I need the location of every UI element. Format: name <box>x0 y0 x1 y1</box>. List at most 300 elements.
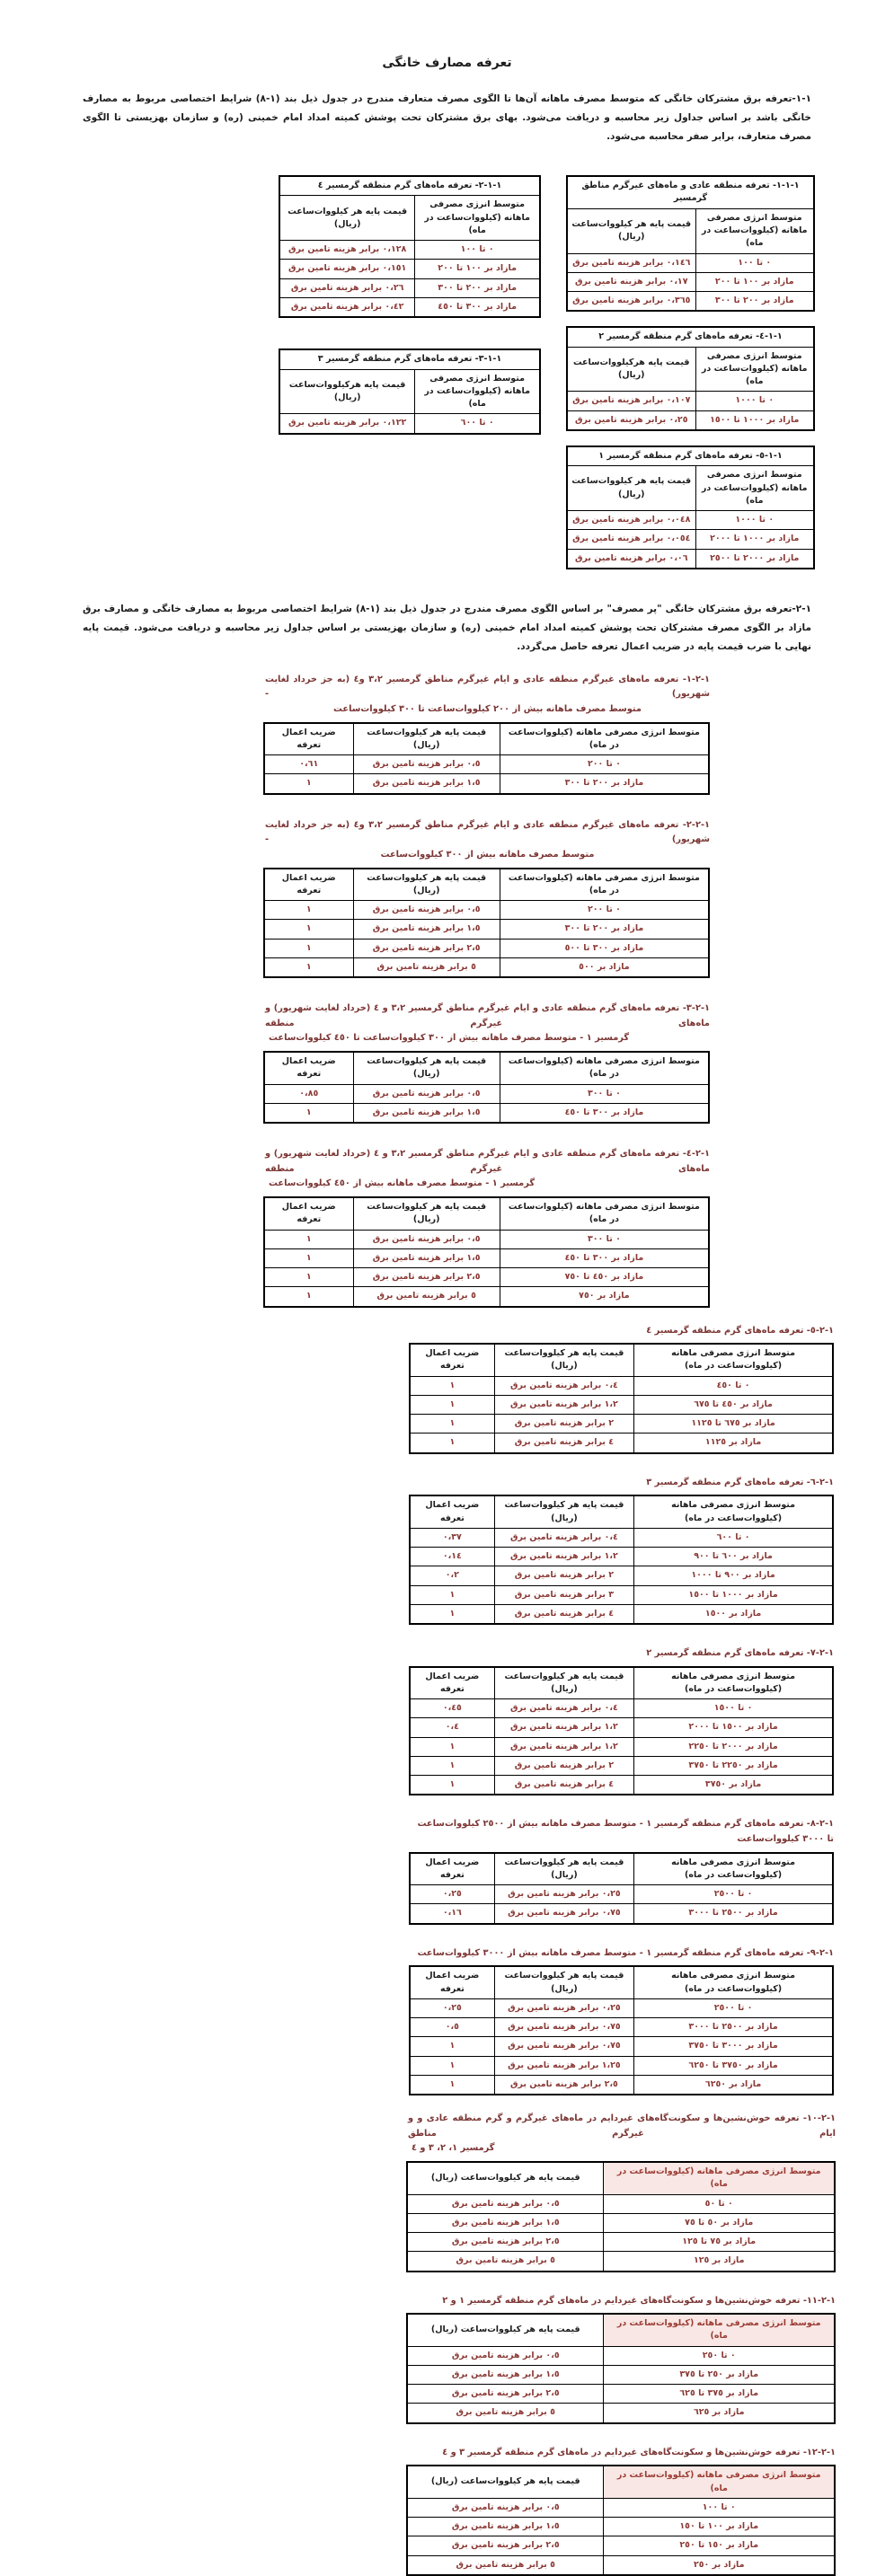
table-cell: ٥ برابر هزینه تامین برق <box>407 2252 604 2272</box>
column-header: قیمت پایه هر کیلووات‌ساعت (ریال) <box>494 1495 633 1528</box>
table-cell: ٠،١٢٨ برابر هزینه تامین برق <box>279 241 415 260</box>
table-cell: ٠،٥ برابر هزینه تامین برق <box>353 1230 500 1248</box>
header-row <box>264 869 709 901</box>
column-header: متوسط انرژی مصرفی ماهانه (کیلووات‌ساعت در ماه) <box>634 1344 833 1376</box>
column-header: ضریب اعمال تعرفه <box>410 1344 494 1376</box>
table-cell: مازاد بر ١٠٠٠ تا ١٥٠٠ <box>634 1585 833 1604</box>
table-row <box>567 530 814 549</box>
table-cell: ٠ تا ١٠٠٠ <box>695 392 814 410</box>
table-cell: مازاد بر ٦٢٥ <box>604 2404 835 2423</box>
table-cell: مازاد بر ٢٥٠ <box>604 2555 835 2575</box>
table-row <box>264 755 709 774</box>
table-row <box>410 1415 833 1434</box>
table-row <box>279 414 540 434</box>
high-consumption-tables-group-b <box>409 1324 834 2096</box>
table-cell: ٢،٥ برابر هزینه تامین برق <box>353 1268 500 1287</box>
column-header: قیمت پایه هر کیلووات‌ساعت (ریال) <box>353 869 500 901</box>
table-1-2-10 <box>406 2112 836 2272</box>
table-row <box>279 278 540 297</box>
table-cell: ٠،٣٦٥ برابر هزینه تامین برق <box>567 292 695 312</box>
table-1-1-2 <box>279 175 541 318</box>
table-cell: ٠،٢٦ برابر هزینه تامین برق <box>279 278 415 297</box>
table-1-2-12 <box>406 2446 836 2576</box>
header-row <box>407 2314 835 2346</box>
high-consumption-tables-group-a <box>263 673 710 1308</box>
column-header: قیمت پایه هر کیلووات‌ساعت (ریال) <box>353 723 500 755</box>
table-cell: مازاد بر ٢٠٠ تا ٣٠٠ <box>500 774 709 794</box>
table-cell: ١ <box>410 1776 494 1795</box>
column-header: قیمت پایه هر کیلووات‌ساعت (ریال) <box>353 1197 500 1230</box>
table-title-row: ١-١-١- تعرفه منطقه عادی و ماه‌های غیرگرم مناطق گرمسیر <box>567 176 814 208</box>
table-cell: ٠ تا ١٥٠٠ <box>634 1699 833 1718</box>
table-cell: ٠،٤ برابر هزینه تامین برق <box>494 1699 633 1718</box>
column-header: قیمت پایه هر کیلووات‌ساعت (ریال) <box>279 196 415 241</box>
table-cell: ٢،٥ برابر هزینه تامین برق <box>407 2536 604 2555</box>
table-cell: ٠،٤٥ <box>410 1699 494 1718</box>
table-cell: ٢،٥ برابر هزینه تامین برق <box>494 2075 633 2095</box>
caption-line: ١-٢-٨- تعرفه ماه‌های گرم منطقه گرمسیر ١ - متوسط مصرف ماهانه بیش از ٢٥٠٠ کیلووات‌ساعت تا ٣٠٠٠ کیلووات‌ساعت <box>417 1819 834 1845</box>
table-cell: مازاد بر ٦٧٥ تا ١١٢٥ <box>634 1415 833 1434</box>
column-header: قیمت پایه هر کیلووات‌ساعت (ریال) <box>407 2314 604 2346</box>
table-cell: ٠،٥ برابر هزینه تامین برق <box>407 2194 604 2213</box>
page-title: تعرفه مصارف خانگی <box>382 56 512 70</box>
table-cell: ٢،٥ برابر هزینه تامین برق <box>353 939 500 957</box>
tariff-table <box>566 175 815 312</box>
table-cell: ١ <box>264 774 353 794</box>
table-row <box>410 1528 833 1547</box>
table-caption <box>406 2112 836 2157</box>
table-cell: ٠،١٢٢ برابر هزینه تامین برق <box>279 414 415 434</box>
table-1-2-4 <box>263 1147 710 1307</box>
column-header: قیمت پایه هر کیلووات‌ساعت (ریال) <box>407 2466 604 2498</box>
table-cell: ١ <box>410 2056 494 2075</box>
tariff-table <box>566 326 815 431</box>
column-header: ضریب اعمال تعرفه <box>410 1495 494 1528</box>
table-row <box>264 774 709 794</box>
column-header: قیمت پایه هر کیلووات‌ساعت (ریال) <box>494 1966 633 1998</box>
table-row <box>567 392 814 410</box>
table-cell: ٠،٢٥ <box>410 1998 494 2017</box>
column-header: متوسط انرژی مصرفی ماهانه (کیلووات‌ساعت در ماه) <box>604 2466 835 2498</box>
tariff-table <box>279 348 541 434</box>
table-cell: مازاد بر ٢٠٠٠ تا ٢٢٥٠ <box>634 1737 833 1756</box>
table-cell: ٠ تا ٢٠٠ <box>500 901 709 920</box>
table-cell: ٤ برابر هزینه تامین برق <box>494 1776 633 1795</box>
column-header: متوسط انرژی مصرفی ماهانه (کیلووات‌ساعت در ماه) <box>634 1966 833 1998</box>
table-row <box>407 2385 835 2404</box>
table-row <box>567 511 814 530</box>
tariff-table <box>263 722 710 795</box>
header-row <box>567 347 814 392</box>
table-caption <box>263 818 710 863</box>
table-cell: ٥ برابر هزینه تامین برق <box>407 2555 604 2575</box>
caption-line: ١-٢-١٠- تعرفه خوش‌نشین‌ها و سکونت‌گاه‌های غیردایم در ماه‌های غیرگرم و گرم منطقه عادی و و ایام غیرگرم مناطق <box>408 2113 836 2139</box>
table-cell: ٠،١٤ <box>410 1548 494 1566</box>
table-row <box>264 1248 709 1267</box>
column-header: متوسط انرژی مصرفی ماهانه (کیلووات‌ساعت در ماه) <box>695 208 814 253</box>
table-cell: ١ <box>264 1103 353 1123</box>
table-cell: مازاد بر ٢٥٠٠ تا ٣٠٠٠ <box>634 2018 833 2037</box>
table-1-2-11 <box>406 2294 836 2424</box>
table-cell: ٠ تا ٢٥٠٠ <box>634 1998 833 2017</box>
table-cell: ٠ تا ٥٠ <box>604 2194 835 2213</box>
table-cell: ٠،٥ برابر هزینه تامین برق <box>407 2346 604 2365</box>
caption-line: ١-٢-٤- تعرفه ماه‌های گرم منطقه عادی و ایام غیرگرم مناطق گرمسیر ٣،٢ و ٤ (خرداد لغایت شهریور) و ماه‌های غیرگرم منطقه <box>265 1149 710 1174</box>
table-1-2-3 <box>263 1001 710 1124</box>
table-row <box>407 2518 835 2536</box>
table-row <box>410 1718 833 1737</box>
header-row <box>264 1052 709 1084</box>
table-cell: ١ <box>410 1604 494 1624</box>
column-header: قیمت پایه هرکیلووات‌ساعت (ریال) <box>279 369 415 414</box>
table-cell: ٠ تا ٣٠٠ <box>500 1084 709 1103</box>
table-cell: ٠،٤ برابر هزینه تامین برق <box>494 1528 633 1547</box>
table-cell: ٠ تا ٢٥٠٠ <box>634 1885 833 1904</box>
table-cell: ٠،٧٥ برابر هزینه تامین برق <box>494 1904 633 1924</box>
table-cell: ١ <box>264 920 353 939</box>
table-cell: ٠،٢٥ برابر هزینه تامین برق <box>494 1998 633 2017</box>
table-cell: ١ <box>410 1434 494 1453</box>
tariff-table <box>263 1051 710 1124</box>
table-cell: ٠،٠٥٤ برابر هزینه تامین برق <box>567 530 695 549</box>
caption-line: ١-٢-٥- تعرفه ماه‌های گرم منطقه گرمسیر ٤ <box>646 1325 834 1336</box>
column-header: متوسط انرژی مصرفی ماهانه (کیلووات‌ساعت در ماه) <box>634 1667 833 1699</box>
column-header: متوسط انرژی مصرفی ماهانه (کیلووات‌ساعت در ماه) <box>415 196 540 241</box>
table-caption <box>409 1817 834 1847</box>
table-cell: ٠ تا ٤٥٠ <box>634 1376 833 1395</box>
table-cell: ٠،٥ برابر هزینه تامین برق <box>353 755 500 774</box>
header-row <box>279 369 540 414</box>
caption-line: ١-٢-٣- تعرفه ماه‌های گرم منطقه عادی و ایام غیرگرم مناطق گرمسیر ٣،٢ و ٤ (خرداد لغایت شهریور) و ماه‌های غیرگرم منطقه <box>265 1003 710 1028</box>
header-row <box>264 723 709 755</box>
column-header: ضریب اعمال تعرفه <box>410 1966 494 1998</box>
column-header: متوسط انرژی مصرفی ماهانه (کیلووات‌ساعت در ماه) <box>634 1853 833 1885</box>
tariff-table <box>409 1666 834 1796</box>
table-row <box>407 2555 835 2575</box>
table-cell: مازاد بر ٩٠٠ تا ١٠٠٠ <box>634 1566 833 1585</box>
table-cell: ١ <box>410 1376 494 1395</box>
table-cell: مازاد بر ٣٠٠٠ تا ٣٧٥٠ <box>634 2037 833 2056</box>
table-cell: ١ <box>410 1585 494 1604</box>
table-1-2-8 <box>409 1817 834 1924</box>
header-row <box>410 1966 833 1998</box>
table-cell: ٠ تا ٦٠٠ <box>634 1528 833 1547</box>
table-row <box>264 939 709 957</box>
table-row <box>407 2498 835 2517</box>
table-row <box>407 2233 835 2252</box>
tariff-table <box>409 1852 834 1925</box>
tariff-table <box>263 1196 710 1308</box>
table-cell: مازاد بر ٣٠٠ تا ٤٥٠ <box>500 1103 709 1123</box>
table-row <box>407 2346 835 2365</box>
table-row <box>410 1776 833 1795</box>
table-cell: مازاد بر ٧٥ تا ١٢٥ <box>604 2233 835 2252</box>
table-row <box>410 1699 833 1718</box>
table-1-2-1 <box>263 673 710 795</box>
tariff-table <box>566 446 815 569</box>
table-cell: ٤ برابر هزینه تامین برق <box>494 1604 633 1624</box>
table-caption <box>263 1147 710 1192</box>
table-cell: ٠،٤٢ برابر هزینه تامین برق <box>279 297 415 317</box>
column-header: ضریب اعمال تعرفه <box>410 1853 494 1885</box>
table-row <box>407 2404 835 2423</box>
table-1-2-6 <box>409 1476 834 1625</box>
table-row <box>410 1548 833 1566</box>
column-header: قیمت پایه هر کیلووات‌ساعت (ریال) <box>494 1667 633 1699</box>
table-cell: ٠،٤ برابر هزینه تامین برق <box>494 1376 633 1395</box>
table-cell: ٠،٨٥ <box>264 1084 353 1103</box>
column-header: قیمت پایه هر کیلووات‌ساعت (ریال) <box>494 1853 633 1885</box>
caption-line: ١-٢-٧- تعرفه ماه‌های گرم منطقه گرمسیر ٢ <box>646 1648 834 1659</box>
table-row <box>410 1585 833 1604</box>
table-cell: ١،٥ برابر هزینه تامین برق <box>407 2518 604 2536</box>
table-row <box>279 241 540 260</box>
table-cell: ٠،٢ <box>410 1566 494 1585</box>
table-cell: ١ <box>410 1415 494 1434</box>
table-caption <box>409 1476 834 1491</box>
table-cell: مازاد بر ٥٠٠ <box>500 957 709 977</box>
table-caption <box>263 673 710 718</box>
column-header: قیمت پایه هر کیلووات‌ساعت (ریال) <box>407 2162 604 2194</box>
table-cell: مازاد بر ٢٠٠ تا ٣٠٠ <box>500 920 709 939</box>
caption-line: ١-٢-١- تعرفه ماه‌های غیرگرم منطقه عادی و ایام غیرگرم مناطق گرمسیر ٣،٢ و٤ (به جز خرداد لغایت شهریور) - <box>265 674 710 700</box>
table-cell: ١،٥ برابر هزینه تامین برق <box>353 1248 500 1267</box>
table-row <box>410 1904 833 1924</box>
table-cell: ٠ تا ١٠٠ <box>695 253 814 272</box>
table-title-row: ١-١-٣- تعرفه ماه‌های گرم منطقه گرمسیر ٣ <box>279 349 540 369</box>
table-cell: مازاد بر ١٠٠ تا ٢٠٠ <box>415 260 540 278</box>
caption-line: متوسط مصرف ماهانه بیش از ٣٠٠ کیلووات‌ساعت <box>380 850 595 860</box>
table-cell: ٠ تا ١٠٠ <box>604 2498 835 2517</box>
header-row <box>410 1495 833 1528</box>
table-cell: مازاد بر ١١٢٥ <box>634 1434 833 1453</box>
table-1-1-4 <box>566 326 815 431</box>
table-cell: ٠،١٠٧ برابر هزینه تامین برق <box>567 392 695 410</box>
table-title-row: ١-١-٤- تعرفه ماه‌های گرم منطقه گرمسیر ٢ <box>567 327 814 347</box>
header-row <box>264 1197 709 1230</box>
table-cell: مازاد بر ٣٧٥٠ تا ٦٢٥٠ <box>634 2056 833 2075</box>
table-cell: ٠ تا ٦٠٠ <box>415 414 540 434</box>
table-row <box>407 2365 835 2384</box>
table-row <box>410 2018 833 2037</box>
table-cell: مازاد بر ٦٠٠ تا ٩٠٠ <box>634 1548 833 1566</box>
table-row <box>567 549 814 569</box>
table-cell: ١ <box>264 1287 353 1307</box>
caption-line: ١-٢-٦- تعرفه ماه‌های گرم منطقه گرمسیر ٣ <box>646 1477 834 1487</box>
table-cell: ١،٢٥ برابر هزینه تامین برق <box>494 2056 633 2075</box>
table-cell: ١ <box>264 1268 353 1287</box>
table-row <box>264 1084 709 1103</box>
table-cell: ٢،٥ برابر هزینه تامین برق <box>407 2233 604 2252</box>
header-row <box>279 196 540 241</box>
table-row <box>264 1103 709 1123</box>
table-row <box>279 297 540 317</box>
table-cell: مازاد بر ٢٢٥٠ تا ٣٧٥٠ <box>634 1756 833 1775</box>
table-row <box>407 2252 835 2272</box>
table-cell: مازاد بر ٧٥٠ <box>500 1287 709 1307</box>
table-cell: ٠ تا ٣٠٠ <box>500 1230 709 1248</box>
column-header: متوسط انرژی مصرفی ماهانه (کیلووات‌ساعت در ماه) <box>695 466 814 511</box>
column-header: متوسط انرژی مصرفی ماهانه (کیلووات‌ساعت در ماه) <box>500 723 709 755</box>
column-header: متوسط انرژی مصرفی ماهانه (کیلووات‌ساعت در ماه) <box>695 347 814 392</box>
table-cell: ٢ برابر هزینه تامین برق <box>494 1756 633 1775</box>
table-cell: ٠،١٤٦ برابر هزینه تامین برق <box>567 253 695 272</box>
table-1-2-9 <box>409 1946 834 2095</box>
table-cell: ٠ تا ١٠٠٠ <box>695 511 814 530</box>
table-cell: ٠،٢٥ برابر هزینه تامین برق <box>567 410 695 430</box>
table-cell: ١ <box>410 1756 494 1775</box>
table-row <box>410 1998 833 2017</box>
caption-line: گرمسیر ١، ٢، ٣ و ٤ <box>412 2143 495 2154</box>
table-cell: مازاد بر ٦٢٥٠ <box>634 2075 833 2095</box>
table-cell: ٠ تا ١٠٠ <box>415 241 540 260</box>
column-header: قیمت پایه هر کیلووات‌ساعت (ریال) <box>567 208 695 253</box>
table-cell: مازاد بر ١٠٠٠ تا ٢٠٠٠ <box>695 530 814 549</box>
column-header: ضریب اعمال تعرفه <box>264 1052 353 1084</box>
table-row <box>410 2056 833 2075</box>
table-cell: ١،٢ برابر هزینه تامین برق <box>494 1718 633 1737</box>
column-header: قیمت پایه هرکیلووات‌ساعت (ریال) <box>567 347 695 392</box>
table-cell: ٠،٥ برابر هزینه تامین برق <box>353 901 500 920</box>
tariff-table <box>263 868 710 979</box>
table-row <box>567 253 814 272</box>
table-row <box>407 2536 835 2555</box>
table-cell: ٢ برابر هزینه تامین برق <box>494 1566 633 1585</box>
table-row <box>264 957 709 977</box>
table-cell: مازاد بر ٣٧٥ تا ٦٢٥ <box>604 2385 835 2404</box>
table-cell: مازاد بر ٤٥٠ تا ٧٥٠ <box>500 1268 709 1287</box>
column-header: متوسط انرژی مصرفی ماهانه (کیلووات‌ساعت در ماه) <box>604 2314 835 2346</box>
table-cell: ٠،٣٧ <box>410 1528 494 1547</box>
non-resident-tables-group <box>406 2112 836 2576</box>
table-cell: ١ <box>410 1737 494 1756</box>
table-row <box>410 1395 833 1414</box>
table-cell: ٥ برابر هزینه تامین برق <box>407 2404 604 2423</box>
table-cell: ١،٢ برابر هزینه تامین برق <box>494 1548 633 1566</box>
tariff-table <box>409 1343 834 1454</box>
table-cell: ١ <box>264 1230 353 1248</box>
tables-column-right <box>566 175 815 569</box>
table-cell: مازاد بر ٣٠٠ تا ٥٠٠ <box>500 939 709 957</box>
header-row <box>410 1667 833 1699</box>
table-cell: ٠،٥ برابر هزینه تامین برق <box>407 2498 604 2517</box>
column-header: قیمت پایه هر کیلووات‌ساعت (ریال) <box>494 1344 633 1376</box>
table-cell: ١،٥ برابر هزینه تامین برق <box>407 2365 604 2384</box>
column-header: متوسط انرژی مصرفی ماهانه (کیلووات‌ساعت در ماه) <box>634 1495 833 1528</box>
table-cell: مازاد بر ٣٧٥٠ <box>634 1776 833 1795</box>
table-cell: ١،٥ برابر هزینه تامین برق <box>407 2213 604 2232</box>
table-row <box>410 1376 833 1395</box>
table-cell: ١،٢ برابر هزینه تامین برق <box>494 1737 633 1756</box>
column-header: ضریب اعمال تعرفه <box>264 869 353 901</box>
tariff-table <box>406 2313 836 2424</box>
table-caption <box>406 2294 836 2309</box>
table-cell: ١ <box>410 2075 494 2095</box>
header-row <box>567 466 814 511</box>
table-row <box>410 1604 833 1624</box>
table-cell: ١ <box>264 1248 353 1267</box>
table-cell: ٠،٤ <box>410 1718 494 1737</box>
table-1-2-5 <box>409 1324 834 1454</box>
table-cell: مازاد بر ١٢٥ <box>604 2252 835 2272</box>
table-cell: ٠،٧٥ برابر هزینه تامین برق <box>494 2018 633 2037</box>
column-header: ضریب اعمال تعرفه <box>410 1667 494 1699</box>
normal-tariff-tables <box>36 175 815 569</box>
caption-line: گرمسیر ١ - متوسط مصرف ماهانه بیش از ٤٥٠ کیلووات‌ساعت <box>269 1178 536 1189</box>
table-cell: مازاد بر ٢٥٠٠ تا ٣٠٠٠ <box>634 1904 833 1924</box>
header-row <box>410 1344 833 1376</box>
caption-line: ١-٢-١٢- تعرفه خوش‌نشین‌ها و سکونت‌گاه‌های غیردایم در ماه‌های گرم منطقه گرمسیر ٣ و ٤ <box>442 2447 836 2457</box>
table-cell: ١،٢ برابر هزینه تامین برق <box>494 1395 633 1414</box>
column-header: متوسط انرژی مصرفی ماهانه (کیلووات‌ساعت در ماه) <box>500 869 709 901</box>
table-cell: مازاد بر ١٥٠٠ تا ٢٠٠٠ <box>634 1718 833 1737</box>
column-header: متوسط انرژی مصرفی ماهانه (کیلووات‌ساعت در ماه) <box>500 1197 709 1230</box>
table-row <box>567 410 814 430</box>
column-header: قیمت پایه هر کیلووات‌ساعت (ریال) <box>567 466 695 511</box>
table-row <box>410 1885 833 1904</box>
table-cell: ٤ برابر هزینه تامین برق <box>494 1434 633 1453</box>
document-page <box>0 56 894 2576</box>
table-cell: ٢ برابر هزینه تامین برق <box>494 1415 633 1434</box>
column-header: متوسط انرژی مصرفی ماهانه (کیلووات‌ساعت در ماه) <box>604 2162 835 2194</box>
table-cell: ٣ برابر هزینه تامین برق <box>494 1585 633 1604</box>
table-cell: مازاد بر ١٠٠ تا ١٥٠ <box>604 2518 835 2536</box>
table-cell: ٠،١٥١ برابر هزینه تامین برق <box>279 260 415 278</box>
table-title-row: ١-١-٥- تعرفه ماه‌های گرم منطقه گرمسیر ١ <box>567 446 814 466</box>
table-cell: ١،٥ برابر هزینه تامین برق <box>353 920 500 939</box>
table-cell: مازاد بر ٣٠٠ تا ٤٥٠ <box>500 1248 709 1267</box>
caption-line: ١-٢-٩- تعرفه ماه‌های گرم منطقه گرمسیر ١ - متوسط مصرف ماهانه بیش از ٣٠٠٠ کیلووات‌ساعت <box>417 1947 834 1958</box>
table-caption <box>406 2446 836 2461</box>
table-row <box>407 2194 835 2213</box>
table-cell: مازاد بر ٤٥٠ تا ٦٧٥ <box>634 1395 833 1414</box>
table-row <box>567 292 814 312</box>
caption-line: متوسط مصرف ماهانه بیش از ٢٠٠ کیلووات‌ساعت تا ٣٠٠ کیلووات‌ساعت <box>333 704 642 715</box>
table-caption <box>409 1946 834 1962</box>
table-cell: ٠،١٧ برابر هزینه تامین برق <box>567 272 695 291</box>
table-cell: مازاد بر ١٠٠٠ تا ١٥٠٠ <box>695 410 814 430</box>
table-cell: ٠،٢٥ <box>410 1885 494 1904</box>
table-row <box>264 920 709 939</box>
table-row <box>410 1737 833 1756</box>
column-header: قیمت پایه هر کیلووات‌ساعت (ریال) <box>353 1052 500 1084</box>
paragraph-1-1: ١-١-تعرفه برق مشترکان خانگی که متوسط مصرف ماهانه آن‌ها تا الگوی مصرف متعارف مندرج در جدول ذیل بند (١-٨) شرایط اختصاصی مربوط به مصارف خانگی باشد بر اساس جداول زیر محاسبه و دریافت می‌شود. بهای برق مشترکان تحت پوشش کمیته امداد امام خمینی (ره) و سازمان بهزیستی تا الگوی مصرف متعارف، برابر صفر محاسبه می‌شود. <box>83 93 811 142</box>
table-cell: مازاد بر ٢٠٠٠ تا ٢٥٠٠ <box>695 549 814 569</box>
table-cell: ٠ تا ٢٠٠ <box>500 755 709 774</box>
tariff-table <box>406 2161 836 2272</box>
column-header: متوسط انرژی مصرفی ماهانه (کیلووات‌ساعت در ماه) <box>415 369 540 414</box>
table-cell: مازاد بر ١٥٠٠ <box>634 1604 833 1624</box>
table-1-1-3 <box>279 348 541 434</box>
table-row <box>410 2075 833 2095</box>
table-title-row: ١-١-٢- تعرفه ماه‌های گرم منطقه گرمسیر ٤ <box>279 176 540 196</box>
table-cell: مازاد بر ٥٠ تا ٧٥ <box>604 2213 835 2232</box>
column-header: ضریب اعمال تعرفه <box>264 1197 353 1230</box>
table-cell: مازاد بر ١٠٠ تا ٢٠٠ <box>695 272 814 291</box>
tariff-table <box>409 1965 834 2095</box>
table-row <box>410 2037 833 2056</box>
table-caption <box>409 1324 834 1339</box>
header-row <box>407 2162 835 2194</box>
table-row <box>407 2213 835 2232</box>
table-cell: مازاد بر ١٥٠ تا ٢٥٠ <box>604 2536 835 2555</box>
column-header: متوسط انرژی مصرفی ماهانه (کیلووات‌ساعت در ماه) <box>500 1052 709 1084</box>
table-cell: مازاد بر ٢٠٠ تا ٣٠٠ <box>415 278 540 297</box>
table-row <box>567 272 814 291</box>
table-cell: ١،٥ برابر هزینه تامین برق <box>353 774 500 794</box>
tariff-table <box>409 1495 834 1625</box>
caption-line: ١-٢-٢- تعرفه ماه‌های غیرگرم منطقه عادی و ایام غیرگرم مناطق گرمسیر ٣،٢ و٤ (به جز خرداد لغایت شهریور) - <box>265 819 710 845</box>
